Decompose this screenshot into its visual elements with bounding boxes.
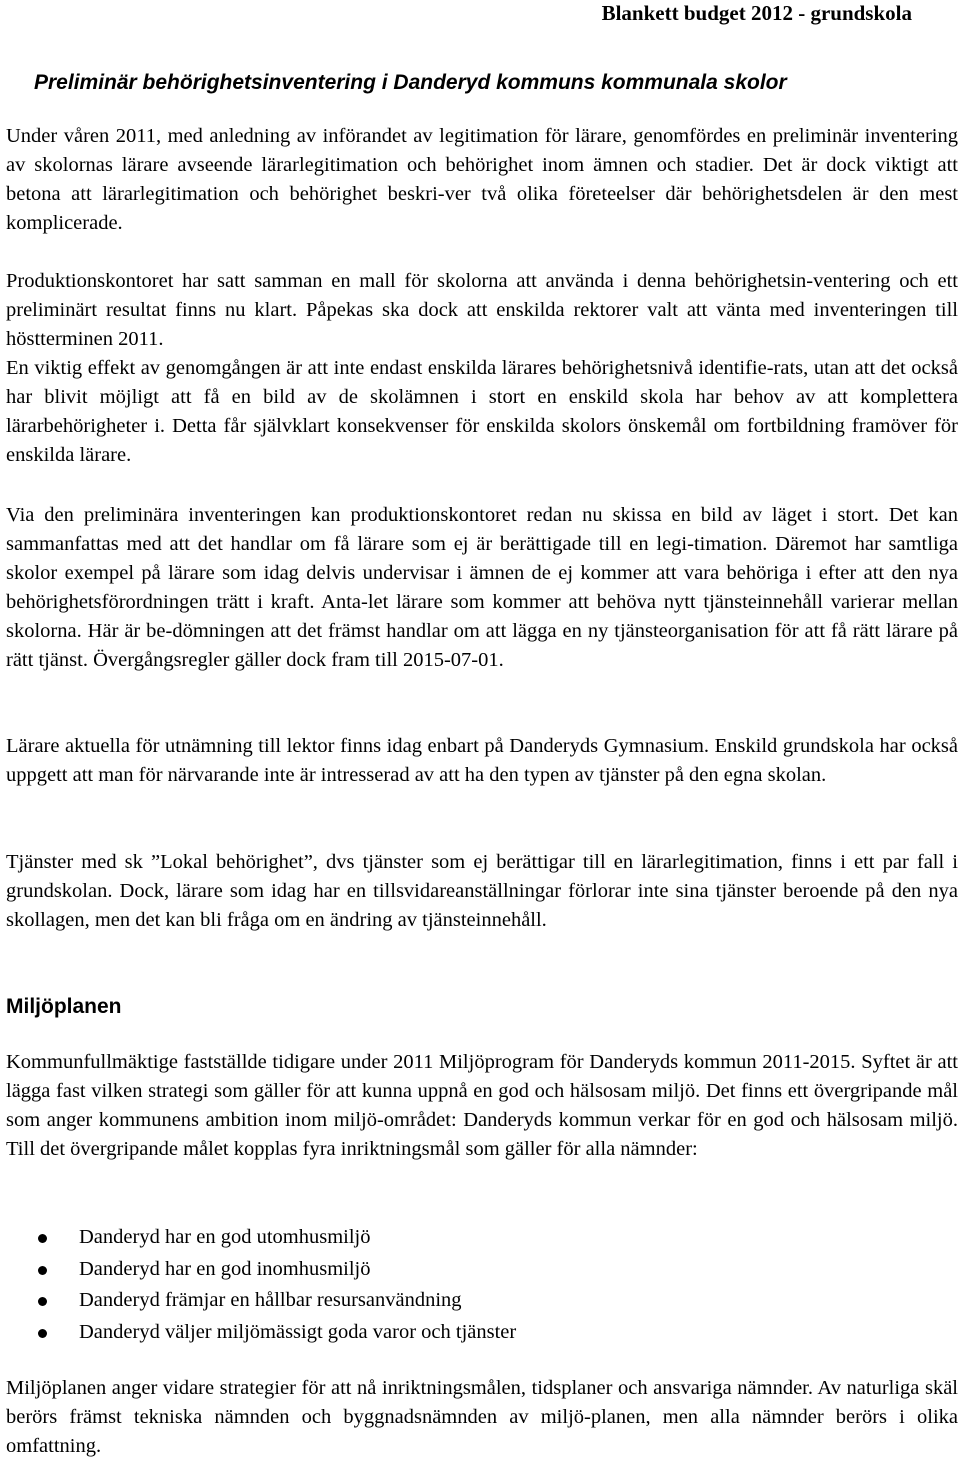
section-title: Preliminär behörighetsinventering i Danderyd kommuns kommunala skolor — [34, 71, 787, 94]
list-item: Danderyd har en god inomhusmiljö — [0, 1254, 516, 1286]
list-item: Danderyd främjar en hållbar resursanvändning — [0, 1285, 516, 1317]
page-header: Blankett budget 2012 - grundskola — [601, 1, 912, 25]
paragraph-6: Tjänster med sk ”Lokal behörighet”, dvs tjänster som ej berättigar till en lärarlegitimation, finns i ett par fall i grundskolan. Dock, lärare som idag har en tillsvidareanställningar förlorar inte sina tjänster beroende på den nya skollagen, men det kan bli fråga om en ändring av tjänsteinnehåll. — [6, 851, 958, 931]
list-item: Danderyd har en god utomhusmiljö — [0, 1222, 516, 1254]
paragraph-4: Via den preliminära inventeringen kan produktionskontoret redan nu skissa en bild av läget i stort. Det kan sammanfattas med att det handlar om få lärare som ej är berättigade till en legi-timation. Däremot har samtliga skolor exempel på lärare som idag delvis undervisar i ämnen de ej kommer att vara behöriga i efter att den nya behörighetsförordningen trätt i kraft. Anta-let lärare som kommer att behöva nytt tjänsteinnehåll varierar mellan skolorna. Här är be-dömningen att det främst handlar om att lägga en ny tjänsteorganisation för att få rätt lärare på rätt tjänst. Övergångsregler gäller dock fram till 2015-07-01. — [6, 504, 958, 671]
paragraph-2: Produktionskontoret har satt samman en mall för skolorna att använda i denna behörighetsin-ventering och ett preliminärt resultat finns nu klart. Påpekas ska dock att enskilda rektorer valt att vänta med inventeringen till höstterminen 2011. — [6, 270, 958, 350]
goal-list — [0, 1222, 516, 1348]
section-heading-miljoplanen: Miljöplanen — [6, 995, 122, 1018]
paragraph-1: Under våren 2011, med anledning av införandet av legitimation för lärare, genomfördes en preliminär inventering av skolornas lärare avseende lärarlegitimation och behörighet inom ämnen och stadier. Det är dock viktigt att betona att lärarlegitimation och behörighet beskri-ver två olika företeelser där behörighetsdelen är den mest komplicerade. — [6, 125, 958, 234]
list-item: Danderyd väljer miljömässigt goda varor och tjänster — [0, 1317, 516, 1349]
paragraph-5: Lärare aktuella för utnämning till lektor finns idag enbart på Danderyds Gymnasium. Enskild grundskola har också uppgett att man för närvarande inte är intresserad av att ha den typen av tjänster på den egna skolan. — [6, 735, 958, 786]
paragraph-3: En viktig effekt av genomgången är att inte endast enskilda lärares behörighetsnivå identifie-rats, utan att det också har blivit möjligt att få en bild av de skolämnen i stort en enskild skola har behov av att komplettera lärarbehörigheter i. Detta får självklart konsekvenser för enskilda skolors önskemål om fortbildning framöver för enskilda lärare. — [6, 357, 958, 466]
miljoplan-outro: Miljöplanen anger vidare strategier för att nå inriktningsmålen, tidsplaner och ansvariga nämnder. Av naturliga skäl berörs främst tekniska nämnden och byggnadsnämnden av miljö-planen, men alla nämnder berörs i olika omfattning. — [6, 1377, 958, 1457]
miljoplan-intro: Kommunfullmäktige fastställde tidigare under 2011 Miljöprogram för Danderyds kommun 2011-2015. Syftet är att lägga fast vilken strategi som gäller för att kunna uppnå en god och hälsosam miljö. Det finns ett övergripande mål som anger kommunens ambition inom miljö-området: Danderyds kommun verkar för en god och hälsosam miljö. Till det övergripande målet kopplas fyra inriktningsmål som gäller för alla nämnder: — [6, 1051, 958, 1160]
